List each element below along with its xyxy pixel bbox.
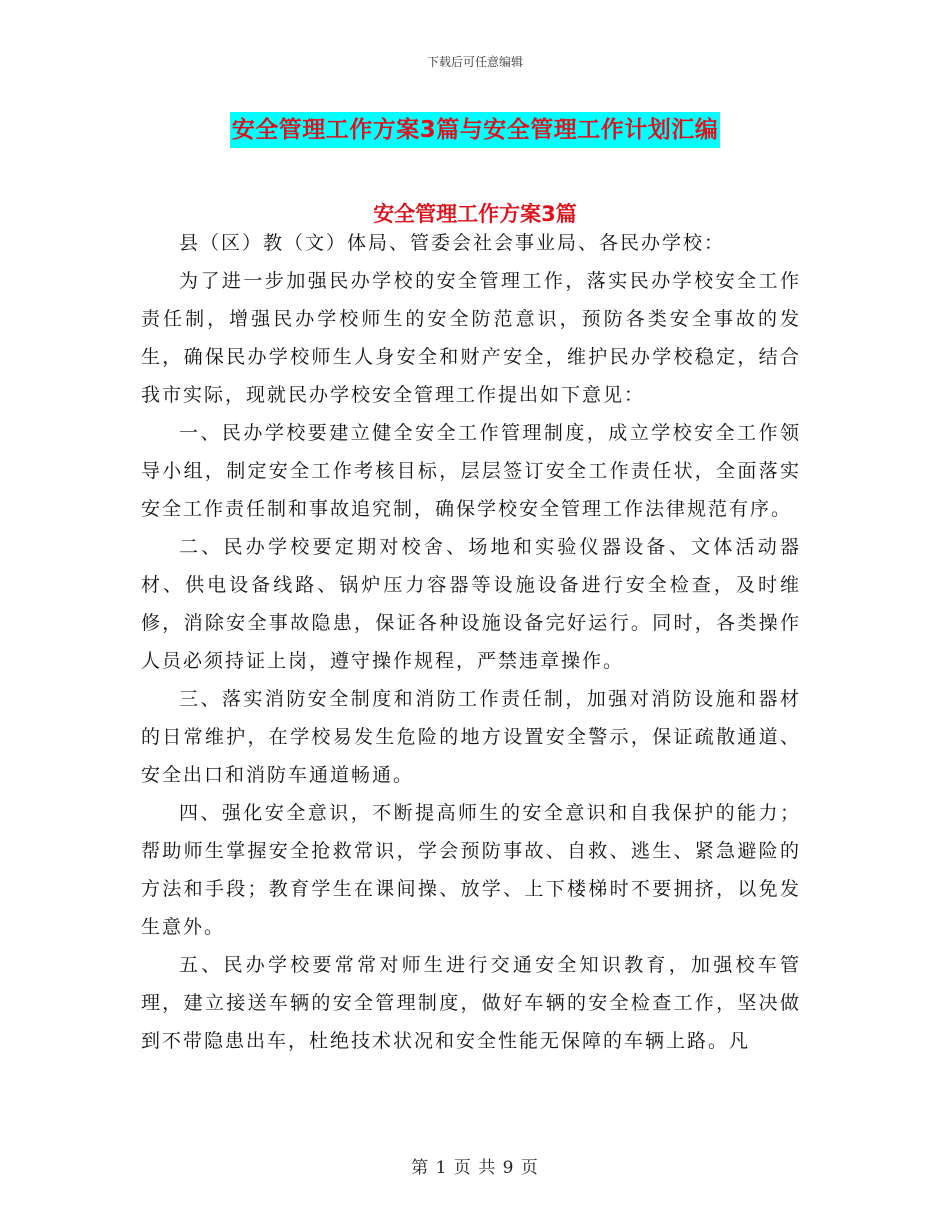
main-title-text: 安全管理工作方案3篇与安全管理工作计划汇编 <box>230 112 721 148</box>
paragraph: 五、民办学校要常常对师生进行交通安全知识教育，加强校车管理，建立接送车辆的安全管理制度，做好车辆的安全检查工作，坚决做到不带隐患出车，杜绝技术状况和安全性能无保障的车辆上路。凡 <box>141 954 801 1052</box>
paragraph: 二、民办学校要定期对校舍、场地和实验仪器设备、文体活动器材、供电设备线路、锅炉压力容器等设施设备进行安全检查，及时维修，消除安全事故隐患，保证各种设施设备完好运行。同时，各类操作人员必须持证上岗，遵守操作规程，严禁违章操作。 <box>141 536 801 672</box>
paragraph: 四、强化安全意识，不断提高师生的安全意识和自我保护的能力；帮助师生掌握安全抢救常识，学会预防事故、自救、逃生、紧急避险的方法和手段；教育学生在课间操、放学、上下楼梯时不要拥挤，以免发生意外。 <box>141 802 801 938</box>
paragraph: 一、民办学校要建立健全安全工作管理制度，成立学校安全工作领导小组，制定安全工作考核目标，层层签订安全工作责任状，全面落实安全工作责任制和事故追究制，确保学校安全管理工作法律规范有序。 <box>141 422 801 520</box>
page-number: 第 1 页 共 9 页 <box>411 1158 539 1178</box>
paragraph: 为了进一步加强民办学校的安全管理工作，落实民办学校安全工作责任制，增强民办学校师生的安全防范意识，预防各类安全事故的发生，确保民办学校师生人身安全和财产安全，维护民办学校稳定，结合我市实际，现就民办学校安全管理工作提出如下意见： <box>141 270 801 406</box>
paragraph: 县（区）教（文）体局、管委会社会事业局、各民办学校： <box>179 232 726 254</box>
section-title: 安全管理工作方案3篇 <box>373 202 577 226</box>
main-title <box>0 112 950 148</box>
paragraph: 三、落实消防安全制度和消防工作责任制，加强对消防设施和器材的日常维护，在学校易发生危险的地方设置安全警示，保证疏散通道、安全出口和消防车通道畅通。 <box>141 688 801 786</box>
body-text <box>141 224 801 1060</box>
header-note: 下载后可任意编辑 <box>426 55 523 69</box>
